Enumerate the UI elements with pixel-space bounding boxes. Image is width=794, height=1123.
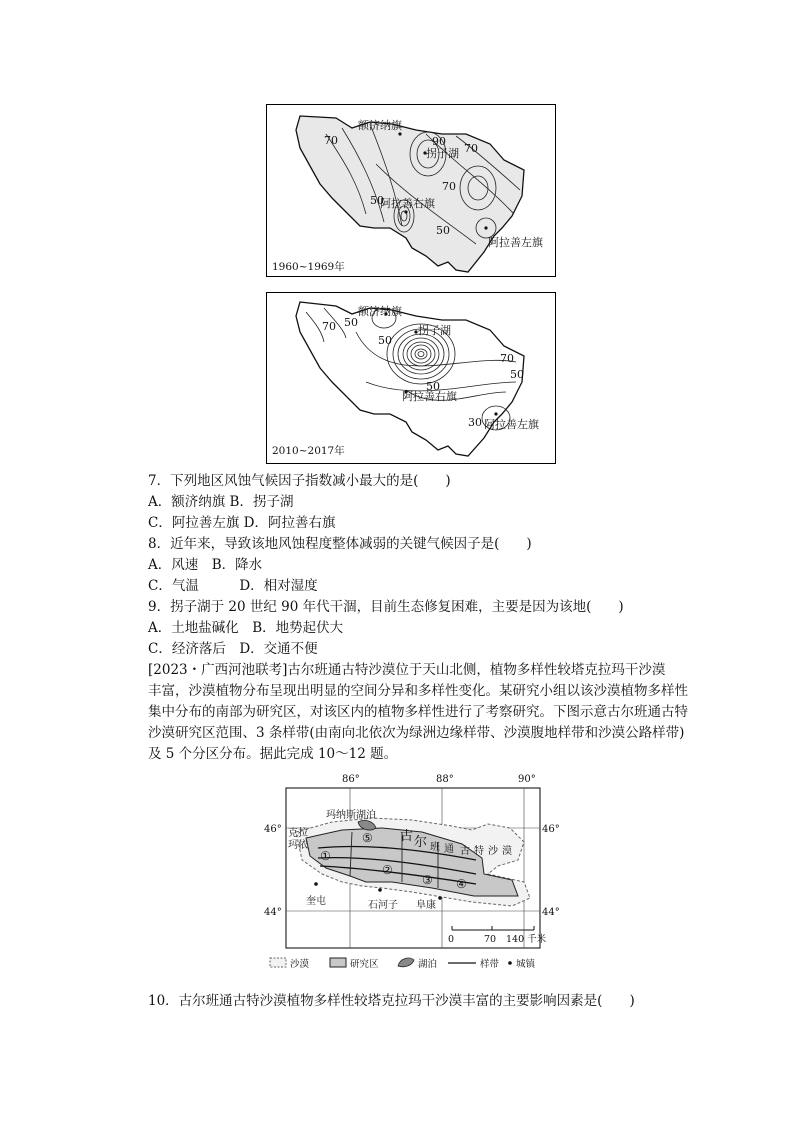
period-label: 1960~1969年 [272,261,345,273]
place-label: 克拉 [288,828,308,839]
contour-label: 70 [442,180,456,193]
contour-label: 50 [344,316,358,329]
place-label: 拐子湖 [418,324,451,337]
place-label: 额济纳旗 [358,305,402,318]
zone-label: ④ [456,877,467,891]
contour-label: 50 [510,368,524,381]
question-9-options-ab: A．土地盐碱化 B．地势起伏大 [148,620,344,636]
contour-label: 50 [426,380,440,393]
legend-label: 样带 [480,959,500,970]
lat-label: 46° [264,824,282,835]
lon-label: 90° [518,774,536,785]
contour-label: 30 [468,416,482,429]
desert-label: 古 [400,829,414,844]
zone-label: ② [382,863,393,877]
passage-line: 及 5 个分区分布。据此完成 10～12 题。 [148,746,398,762]
lat-label: 46° [542,824,560,835]
passage-line: 丰富，沙漠植物分布呈现出明显的空间分异和多样性变化。某研究小组以该沙漠植物多样性 [148,683,688,699]
desert-label: 漠 [502,846,512,857]
lat-label: 44° [264,907,282,918]
contour-label: 50 [370,194,384,207]
contour-label: 70 [322,320,336,333]
question-8-options-cd: C．气温 D．相对湿度 [148,578,318,594]
question-9: 9．拐子湖于 20 世纪 90 年代干涸，目前生态修复困难，主要是因为该地( ) [148,599,624,615]
desert-label: 班 [430,842,440,853]
desert-label: 特 [474,846,484,857]
question-7-options-cd: C．阿拉善左旗 D．阿拉善右旗 [148,515,336,531]
scale-label: 70 [484,934,497,945]
passage-line: 集中分布的南部为研究区，对该区内的植物多样性进行了考察研究。下图示意古尔班通古特 [148,704,688,720]
town-label: 阜康 [416,900,436,911]
town-label: 奎屯 [306,896,326,907]
question-10: 10．古尔班通古特沙漠植物多样性较塔克拉玛干沙漠丰富的主要影响因素是( ) [148,993,635,1009]
legend-label: 研究区 [350,959,379,970]
contour-label: 50 [378,334,392,347]
passage [148,660,688,765]
contour-label: 70 [464,142,478,155]
zone-label: ⑤ [362,831,373,845]
map-gurbantunggut [262,770,560,975]
legend-label: 沙漠 [290,959,310,970]
place-label: 拐子湖 [426,147,459,160]
place-label: 阿拉善左旗 [488,236,543,249]
map-2010 [266,292,556,464]
desert-label: 沙 [488,846,498,857]
place-label: 阿拉善左旗 [484,418,539,431]
question-8-options-ab: A．风速 B．降水 [148,557,263,573]
contour-label: 50 [436,224,450,237]
question-8: 8．近年来，导致该地风蚀程度整体减弱的关键气候因子是( ) [148,536,532,552]
lat-label: 44° [542,907,560,918]
desert-label: 通 [444,844,454,855]
question-7: 7．下列地区风蚀气候因子指数减小最大的是( ) [148,473,451,489]
lon-label: 86° [342,774,360,785]
contour-label: 70 [500,352,514,365]
place-label: 玛纳斯湖泊 [326,810,376,821]
passage-line: 沙漠研究区范围、3 条样带(由南向北依次为绿洲边缘样带、沙漠腹地样带和沙漠公路样带) [148,725,685,741]
zone-label: ③ [422,873,433,887]
contour-label: 70 [324,134,338,147]
question-9-options-cd: C．经济落后 D．交通不便 [148,641,318,657]
desert-label: 古 [460,846,470,857]
desert-label: 尔 [414,835,428,850]
place-label: 阿拉善右旗 [402,390,457,403]
scale-label: 140 千米 [506,934,547,945]
passage-line: [2023・广西河池联考]古尔班通古特沙漠位于天山北侧，植物多样性较塔克拉玛干沙漠 [148,662,666,678]
lon-label: 88° [436,774,454,785]
place-label: 阿拉善右旗 [380,197,435,210]
zone-label: ① [320,849,331,863]
place-label: 玛依 [288,840,308,851]
legend-label: 城镇 [516,959,536,970]
scale-label: 0 [448,934,455,945]
map-1960 [266,104,556,277]
contour-label: 90 [432,135,446,148]
legend-label: 湖泊 [418,959,438,970]
town-label: 石河子 [368,900,398,911]
period-label: 2010~2017年 [272,445,345,457]
question-7-options-ab: A．额济纳旗 B．拐子湖 [148,494,294,510]
place-label: 额济纳旗 [358,119,402,132]
